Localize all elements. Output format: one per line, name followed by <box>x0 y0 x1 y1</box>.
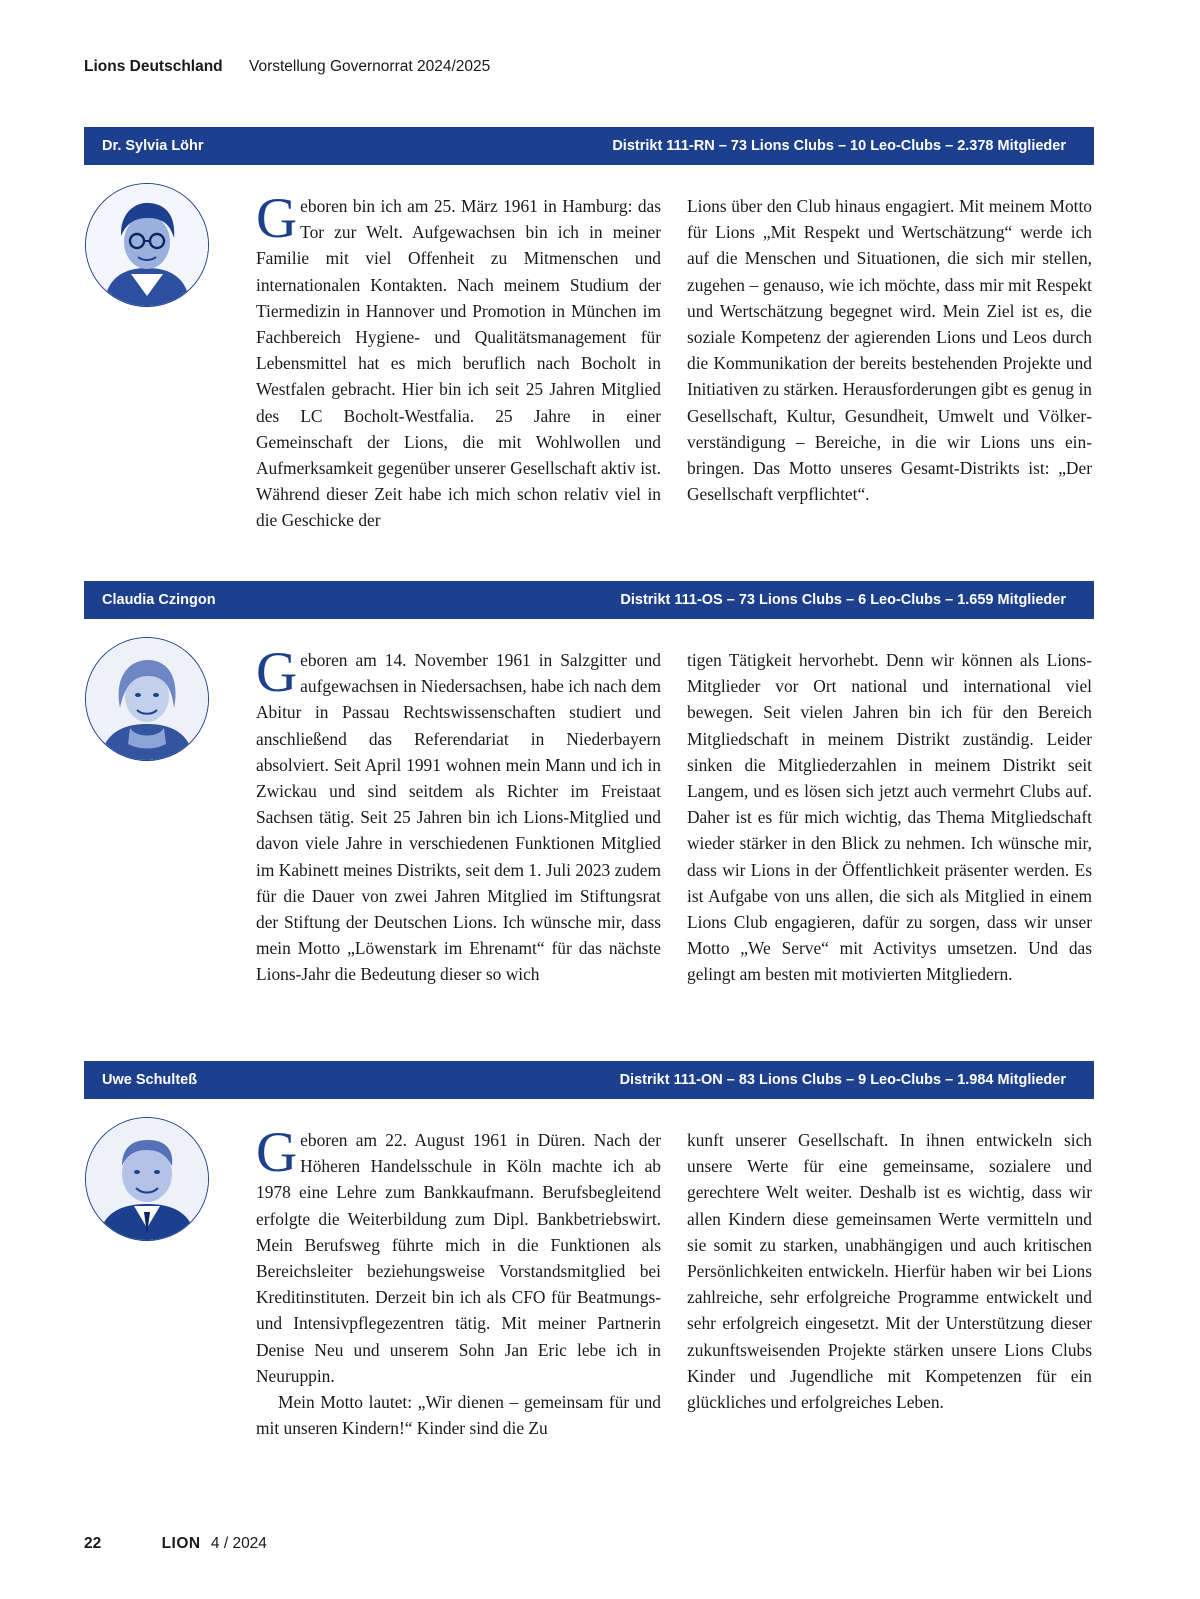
profile-section-schultess <box>84 1061 1094 1501</box>
district-info: Distrikt 111-OS – 73 Lions Clubs – 6 Leo-Clubs – 1.659 Mitglieder <box>620 592 1066 608</box>
running-head <box>84 58 490 80</box>
drop-cap: G <box>256 1121 298 1184</box>
issue-number: 4 / 2024 <box>210 1535 267 1552</box>
article-columns <box>256 187 1092 534</box>
magazine-name: LION <box>161 1535 201 1552</box>
text-column-right <box>687 647 1092 988</box>
text-column-right <box>687 1127 1092 1441</box>
body-text: kunft unserer Gesellschaft. In ihnen entwickeln sich unsere Werte für eine gemeinsame, sozialere und gerechtere Welt weiter. Deshalb ist es wichtig, dass wir allen Kindern diese gemeinsamen Werte vermitteln und sie somit zu starken, unabhängigen und auch kritischen Persönlichkeiten entwickeln. Hierfür haben wir bei Lions zahlreiche, sehr erfolgreiche Programme entwickelt und sehr erfolgreich eingesetzt. Mit der Unterstützung dieser zukunftsweisenden Projekte stärken unsere Lions Clubs Kinder und Jugendliche mit Kompetenzen für ein glückliches und erfolgreiches Leben. <box>687 1130 1092 1413</box>
text-column-left <box>256 187 661 534</box>
brand-label: Lions Deutschland <box>84 58 223 75</box>
portrait-photo <box>85 1117 209 1241</box>
profile-name: Claudia Czingon <box>102 592 216 608</box>
profile-name: Uwe Schulteß <box>102 1072 198 1088</box>
profile-section-loehr <box>84 127 1094 557</box>
body-text: eboren am 22. August 1961 in Düren. Nach der Höheren Handelsschule in Köln machte ich ab 1978 eine Lehre zum Bankkaufmann. Berufsbegleitend erfolgte die Weiterbildung zum Dipl. Bankbetriebswirt. Mein Berufsweg führte mich in die Funktionen als Bereichsleiter beziehungsweise Vorstandsmitglied bei Kreditinstituten. Derzeit bin ich als CFO für Beatmungs- und Intensivpflegezentren tätig. Mit meiner Partnerin Denise Neu und unserem Sohn Jan Eric lebe ich in Neuruppin. <box>256 1130 661 1386</box>
district-info: Distrikt 111-RN – 73 Lions Clubs – 10 Leo-Clubs – 2.378 Mitglieder <box>612 138 1066 154</box>
running-head-subtitle: Vorstellung Governorrat 2024/2025 <box>248 58 491 75</box>
body-text: eboren bin ich am 25. März 1961 in Hamburg: das Tor zur Welt. Aufgewachsen bin ich in meiner Familie mit viel Offenheit zu Mitmenschen und internationalen Kontakten. Nach meinem Studium der Tiermedizin in Hannover und Promotion in München im Fachbereich Hygiene- und Qualitätsmanagement für Lebensmittel hat es mich beruflich nach Bocholt in Westfalen gebracht. Hier bin ich seit 25 Jahren Mitglied des LC Bocholt-Westfalia. 25 Jahre in einer Gemeinschaft der Lions, die mit Wohlwollen und Aufmerksamkeit gegenüber unserer Gesellschaft aktiv ist. Während dieser Zeit habe ich mich schon relativ viel in die Geschicke der <box>256 196 661 531</box>
body-text-motto: Mein Motto lautet: „Wir dienen – gemeinsam für und mit unseren Kindern!“ Kinder sind die Zu <box>256 1392 661 1439</box>
profile-header-bar <box>84 127 1094 165</box>
article-columns <box>256 641 1092 988</box>
profile-header-bar <box>84 581 1094 619</box>
district-info: Distrikt 111-ON – 83 Lions Clubs – 9 Leo-Clubs – 1.984 Mitglieder <box>619 1072 1066 1088</box>
profile-name: Dr. Sylvia Löhr <box>102 138 204 154</box>
drop-cap: G <box>256 187 298 250</box>
portrait-photo <box>85 183 209 307</box>
text-column-left <box>256 1121 661 1441</box>
text-column-left <box>256 641 661 988</box>
body-text: Lions über den Club hinaus engagiert. Mit meinem Motto für Lions „Mit Respekt und Wertschätzung“ werde ich auf die Menschen und Situationen, die sich mir stellen, zugehen – genauso, wie ich möchte, dass mir mit Respekt und Wertschätzung begegnet wird. Mein Ziel ist es, die soziale Kompetenz der agierenden Lions und Leos durch die Kommunikation der bereits bestehenden Projekte und Initiativen zu stärken. Herausforderungen gibt es genug in Gesellschaft, Kultur, Gesundheit, Umwelt und Völkerverständigung – Bereiche, in die wir Lions uns einbringen. Das Motto unseres Gesamt-Distrikts ist: „Der Gesellschaft verpflichtet“. <box>687 196 1092 505</box>
body-text: eboren am 14. November 1961 in Salzgitter und aufgewachsen in Niedersachsen, habe ich nach dem Abitur in Passau Rechtswissenschaften studiert und anschließend das Referendariat in Niederbayern absolviert. Seit April 1991 wohnen mein Mann und ich in Zwickau und sind seitdem als Richter im Freistaat Sachsen tätig. Seit 25 Jahren bin ich Lions-Mitglied und davon viele Jahre in verschiedenen Funktionen Mitglied im Kabinett meines Distrikts, seit dem 1. Juli 2023 zudem für die Dauer von zwei Jahren Mitglied im Stiftungsrat der Stiftung der Deutschen Lions. Ich wünsche mir, dass mein Motto „Löwenstark im Ehrenamt“ für das nächste Lions-Jahr die Bedeutung dieser so wich <box>256 650 661 985</box>
drop-cap: G <box>256 641 298 704</box>
article-columns <box>256 1121 1092 1441</box>
body-text: tigen Tätigkeit hervorhebt. Denn wir können als Lions-Mitglieder vor Ort national und international viel bewegen. Seit vielen Jahren bin ich für den Bereich Mitgliedschaft in meinem Distrikt zuständig. Leider sinken die Mitgliederzahlen in meinem Distrikt seit Langem, und es lösen sich jetzt auch vermehrt Clubs auf. Daher ist es für mich wichtig, das Thema Mitgliedschaft wieder stärker in den Blick zu nehmen. Ich wünsche mir, dass wir Lions in der Öffentlichkeit präsenter werden. Es ist Aufgabe von uns allen, die sich als Mitglied in einem Lions Club engagieren, dafür zu sorgen, dass wir unser Motto „We Serve“ mit Activitys umsetzen. Und das gelingt am besten mit motivierten Mitgliedern. <box>687 650 1092 985</box>
text-column-right <box>687 193 1092 534</box>
profile-section-czingon <box>84 581 1094 1041</box>
profile-header-bar <box>84 1061 1094 1099</box>
page-footer <box>84 1535 267 1559</box>
page-number: 22 <box>84 1535 102 1552</box>
portrait-photo <box>85 637 209 761</box>
